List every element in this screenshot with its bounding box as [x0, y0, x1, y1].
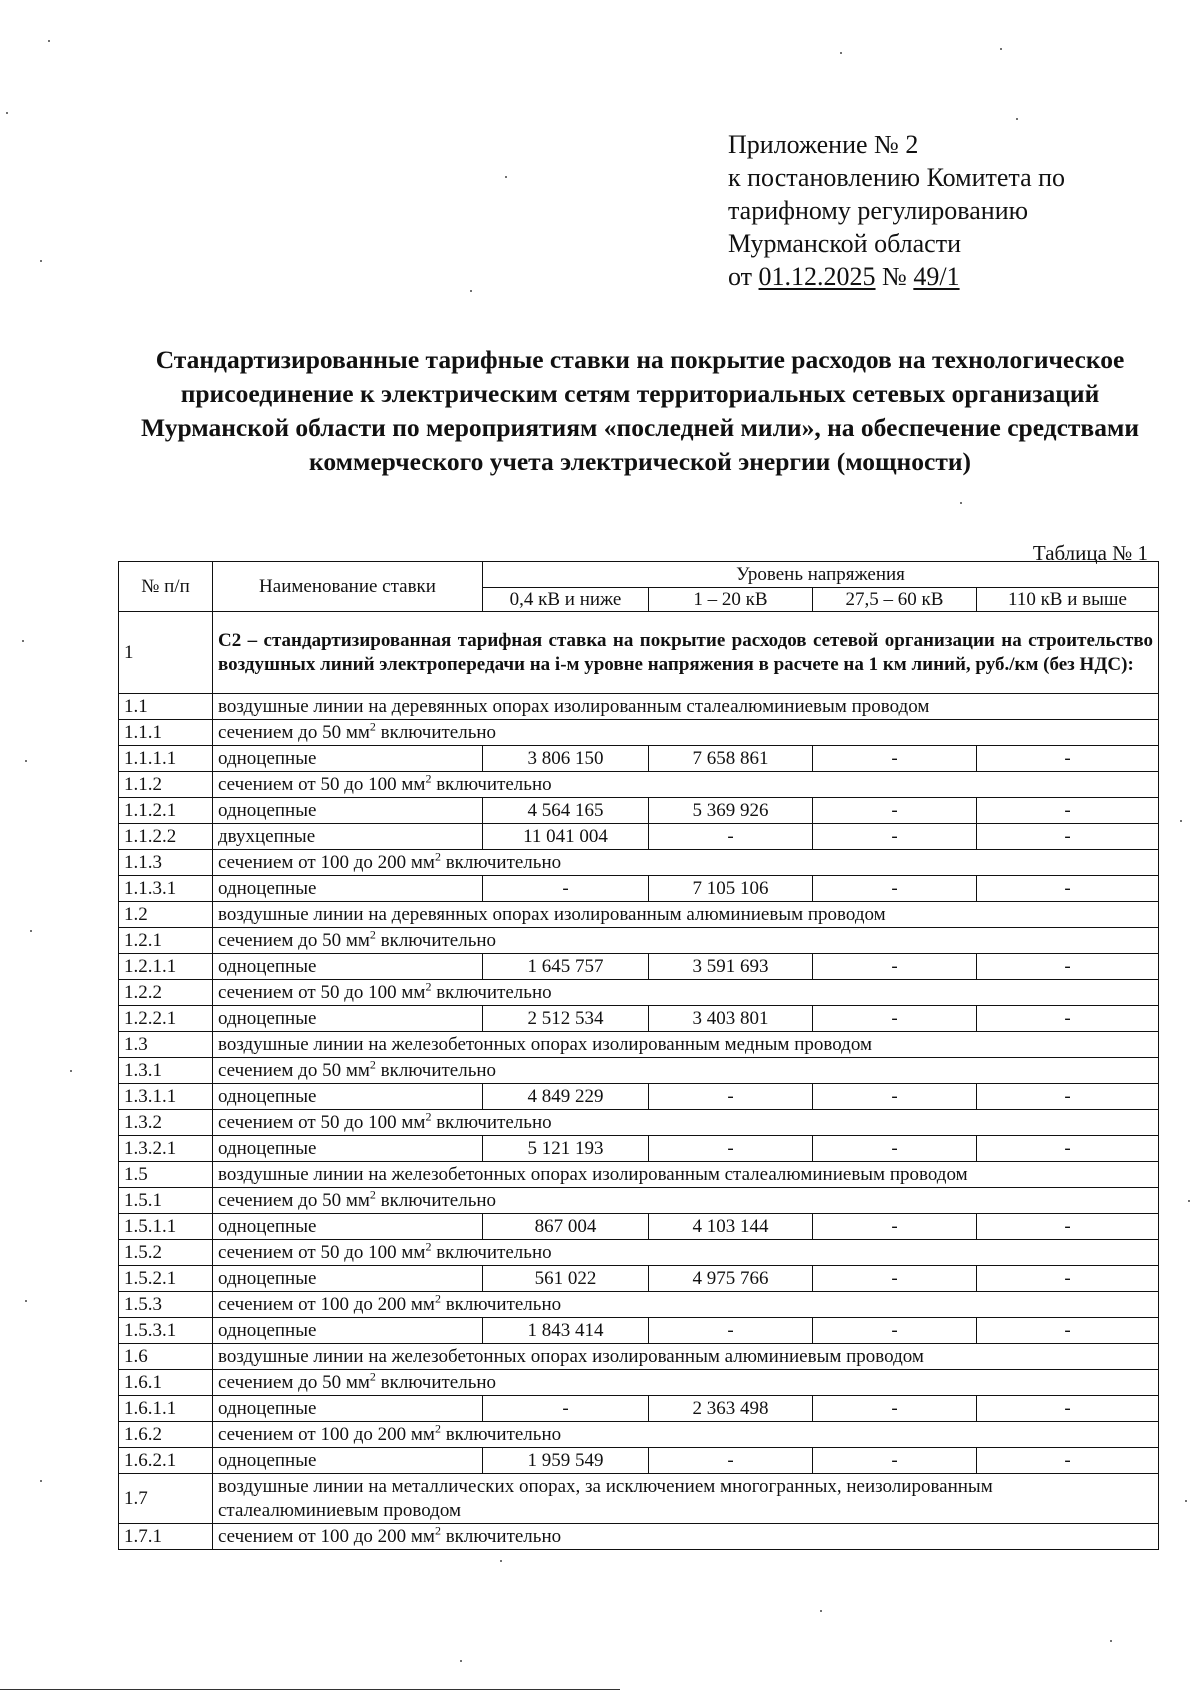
scan-speck [1000, 48, 1002, 50]
row-number: 1.5.2 [119, 1240, 213, 1266]
row-number: 1.6 [119, 1344, 213, 1370]
row-name-superscript: 2 [425, 771, 432, 786]
scan-speck [40, 1480, 42, 1482]
row-name: воздушные линии на железобетонных опорах изолированным медным проводом [213, 1032, 1159, 1058]
rate-value: - [977, 876, 1159, 902]
row-name [213, 1524, 1159, 1550]
row-number: 1.3 [119, 1032, 213, 1058]
row-name-tail: включительно [375, 1371, 497, 1393]
row-number: 1.5.1.1 [119, 1214, 213, 1240]
row-name-superscript: 2 [434, 1523, 441, 1538]
row-number: 1.3.1 [119, 1058, 213, 1084]
rate-value: 4 103 144 [649, 1214, 813, 1240]
table-row [119, 1370, 1159, 1396]
row-name-text: сечением от 50 до 100 мм [218, 981, 426, 1003]
table-row [119, 928, 1159, 954]
table-row [119, 1448, 1159, 1474]
row-name [213, 1110, 1159, 1136]
scan-speck [40, 260, 42, 262]
row-name: одноцепные [213, 1448, 483, 1474]
row-name: одноцепные [213, 1318, 483, 1344]
row-name-superscript: 2 [369, 1187, 376, 1202]
appendix-number: 49/1 [913, 262, 960, 291]
table-row [119, 1266, 1159, 1292]
row-number: 1.5.1 [119, 1188, 213, 1214]
table-row [119, 980, 1159, 1006]
row-number: 1 [119, 612, 213, 694]
scan-speck [6, 112, 8, 114]
row-name-tail: включительно [431, 1241, 552, 1263]
rate-value: - [649, 824, 813, 850]
row-name-tail: включительно [375, 1059, 497, 1081]
rate-value: - [813, 1006, 977, 1032]
row-number: 1.1.3.1 [119, 876, 213, 902]
scan-speck [48, 40, 50, 42]
row-name: одноцепные [213, 1084, 483, 1110]
row-name-tail: включительно [440, 1293, 562, 1315]
table-row [119, 612, 1159, 694]
rate-value: 4 975 766 [649, 1266, 813, 1292]
rate-value: - [813, 954, 977, 980]
table-row [119, 902, 1159, 928]
rate-value: - [813, 876, 977, 902]
table-row [119, 1214, 1159, 1240]
rate-value: 561 022 [483, 1266, 649, 1292]
row-name [213, 928, 1159, 954]
row-name-superscript: 2 [369, 927, 376, 942]
row-number: 1.1 [119, 694, 213, 720]
header-level-1: 0,4 кВ и ниже [483, 588, 649, 612]
table-row [119, 1318, 1159, 1344]
table-number: Таблица № 1 [1032, 541, 1148, 565]
row-name-superscript: 2 [425, 1239, 432, 1254]
rate-value: 7 105 106 [649, 876, 813, 902]
scan-speck [500, 1560, 502, 1562]
row-name: одноцепные [213, 1266, 483, 1292]
row-name-text: сечением от 100 до 200 мм [218, 1525, 435, 1547]
row-name: одноцепные [213, 798, 483, 824]
row-name-text: сечением от 100 до 200 мм [218, 851, 435, 873]
row-number: 1.2.1.1 [119, 954, 213, 980]
row-name-text: сечением до 50 мм [218, 1371, 370, 1393]
rate-value: - [977, 746, 1159, 772]
row-number: 1.7.1 [119, 1524, 213, 1550]
rate-value: 4 564 165 [483, 798, 649, 824]
header-name: Наименование ставки [213, 562, 483, 612]
row-name-superscript: 2 [434, 1291, 441, 1306]
rate-value: - [649, 1084, 813, 1110]
row-name [213, 772, 1159, 798]
row-name-superscript: 2 [369, 1057, 376, 1072]
rate-value: - [977, 1448, 1159, 1474]
table-row [119, 1188, 1159, 1214]
table-row [119, 1058, 1159, 1084]
scan-speck [470, 290, 472, 292]
rate-value: - [813, 746, 977, 772]
row-name-text: сечением до 50 мм [218, 1059, 370, 1081]
row-number: 1.1.2.1 [119, 798, 213, 824]
row-name-tail: включительно [440, 1525, 562, 1547]
row-number: 1.3.2 [119, 1110, 213, 1136]
row-name-tail: включительно [375, 721, 497, 743]
rate-value: 2 363 498 [649, 1396, 813, 1422]
row-name [213, 1058, 1159, 1084]
table-row [119, 1292, 1159, 1318]
row-name-text: сечением до 50 мм [218, 721, 370, 743]
rate-value: 4 849 229 [483, 1084, 649, 1110]
rate-value: - [813, 798, 977, 824]
document-title: Стандартизированные тарифные ставки на покрытие расходов на технологическое присоединение к электрическим сетям территориальных сетевых организаций Мурманской области по мероприятиям «последней мили», на обеспечение средствами коммерческого учета электрической энергии (мощности) [140, 345, 1140, 476]
row-name: воздушные линии на деревянных опорах изолированным алюминиевым проводом [213, 902, 1159, 928]
bottom-rule [0, 1689, 620, 1690]
row-name: воздушные линии на металлических опорах, за исключением многогранных, неизолированным сталеалюминиевым проводом [213, 1474, 1159, 1524]
appendix-line-5 [728, 260, 1168, 293]
scan-speck [70, 1070, 72, 1072]
row-number: 1.6.1.1 [119, 1396, 213, 1422]
rate-value: - [813, 1396, 977, 1422]
row-name: одноцепные [213, 1136, 483, 1162]
appendix-date: 01.12.2025 [758, 262, 876, 291]
table-row [119, 1084, 1159, 1110]
scan-speck [1188, 1200, 1190, 1202]
row-name-superscript: 2 [425, 1109, 432, 1124]
row-name: С2 – стандартизированная тарифная ставка на покрытие расходов сетевой организации на строительство воздушных линий электропередачи на i-м уровне напряжения в расчете на 1 км линий, руб./км (без НДС): [213, 612, 1159, 694]
row-number: 1.2.2.1 [119, 1006, 213, 1032]
scan-speck [820, 1610, 822, 1612]
row-name: одноцепные [213, 1006, 483, 1032]
table-row [119, 798, 1159, 824]
rate-value: - [649, 1318, 813, 1344]
row-name [213, 1370, 1159, 1396]
scan-speck [1185, 1500, 1187, 1502]
rate-value: - [813, 1266, 977, 1292]
row-name: одноцепные [213, 746, 483, 772]
row-number: 1.3.2.1 [119, 1136, 213, 1162]
table-row [119, 1136, 1159, 1162]
scan-speck [505, 176, 507, 178]
row-name-text: сечением до 50 мм [218, 1189, 370, 1211]
scan-speck [22, 640, 24, 642]
appendix-line-4: Мурманской области [728, 229, 961, 258]
rate-value: - [813, 1084, 977, 1110]
row-number: 1.5.3 [119, 1292, 213, 1318]
rate-value: - [977, 954, 1159, 980]
table-row [119, 1006, 1159, 1032]
row-number: 1.1.2 [119, 772, 213, 798]
row-name-tail: включительно [440, 851, 562, 873]
table-row [119, 746, 1159, 772]
row-number: 1.3.1.1 [119, 1084, 213, 1110]
rate-value: 5 121 193 [483, 1136, 649, 1162]
scan-speck [25, 760, 27, 762]
row-number: 1.1.1.1 [119, 746, 213, 772]
table-row [119, 694, 1159, 720]
rate-value: - [813, 1318, 977, 1344]
rate-value: - [977, 1214, 1159, 1240]
row-name-text: сечением от 50 до 100 мм [218, 773, 426, 795]
appendix-date-prefix: от [728, 262, 759, 291]
row-number: 1.5 [119, 1162, 213, 1188]
row-number: 1.6.1 [119, 1370, 213, 1396]
rate-value: - [977, 824, 1159, 850]
row-name [213, 1240, 1159, 1266]
rate-value: 11 041 004 [483, 824, 649, 850]
rate-value: 5 369 926 [649, 798, 813, 824]
table-body [119, 612, 1159, 1550]
table-row [119, 1110, 1159, 1136]
table-row [119, 1240, 1159, 1266]
table-row [119, 1524, 1159, 1550]
row-number: 1.1.3 [119, 850, 213, 876]
appendix-line-3: тарифному регулированию [728, 196, 1029, 225]
row-name-text: сечением от 50 до 100 мм [218, 1111, 426, 1133]
scan-speck [1110, 1640, 1112, 1642]
row-name: одноцепные [213, 954, 483, 980]
rate-value: - [977, 1266, 1159, 1292]
row-name [213, 1422, 1159, 1448]
rate-value: - [813, 1448, 977, 1474]
table-row [119, 772, 1159, 798]
scan-speck [1016, 118, 1018, 120]
row-number: 1.2.1 [119, 928, 213, 954]
row-name: одноцепные [213, 876, 483, 902]
rate-value: - [977, 1396, 1159, 1422]
rate-value: - [977, 1084, 1159, 1110]
rate-value: - [483, 1396, 649, 1422]
header-level-3: 27,5 – 60 кВ [813, 588, 977, 612]
rate-value: - [813, 1214, 977, 1240]
rate-value: - [977, 1136, 1159, 1162]
row-name-superscript: 2 [369, 1369, 376, 1384]
appendix-line-1: Приложение № 2 [728, 130, 919, 159]
row-name-text: сечением до 50 мм [218, 929, 370, 951]
row-name [213, 980, 1159, 1006]
row-name [213, 1292, 1159, 1318]
scan-speck [1180, 820, 1182, 822]
row-number: 1.2 [119, 902, 213, 928]
row-name-superscript: 2 [434, 849, 441, 864]
scan-speck [840, 52, 842, 54]
row-number: 1.5.2.1 [119, 1266, 213, 1292]
row-number: 1.6.2.1 [119, 1448, 213, 1474]
row-name-tail: включительно [431, 773, 552, 795]
row-name [213, 720, 1159, 746]
rate-value: 1 843 414 [483, 1318, 649, 1344]
row-name-superscript: 2 [425, 979, 432, 994]
scan-speck [25, 1300, 27, 1302]
table-row [119, 1162, 1159, 1188]
row-name: воздушные линии на железобетонных опорах изолированным алюминиевым проводом [213, 1344, 1159, 1370]
table-row [119, 1396, 1159, 1422]
table-row [119, 850, 1159, 876]
row-number: 1.7 [119, 1474, 213, 1524]
rate-value: 867 004 [483, 1214, 649, 1240]
row-name-text: сечением от 50 до 100 мм [218, 1241, 426, 1263]
row-name: одноцепные [213, 1214, 483, 1240]
row-number: 1.6.2 [119, 1422, 213, 1448]
row-name [213, 1188, 1159, 1214]
row-name-tail: включительно [440, 1423, 562, 1445]
row-name: воздушные линии на деревянных опорах изолированным сталеалюминиевым проводом [213, 694, 1159, 720]
table-row [119, 824, 1159, 850]
table-row [119, 1474, 1159, 1524]
rate-value: 1 959 549 [483, 1448, 649, 1474]
scan-speck [460, 1660, 462, 1662]
table-row [119, 1344, 1159, 1370]
scan-speck [960, 502, 962, 504]
rate-value: 3 591 693 [649, 954, 813, 980]
rate-value: - [649, 1448, 813, 1474]
row-name-tail: включительно [431, 1111, 552, 1133]
rate-value: 3 806 150 [483, 746, 649, 772]
header-level-4: 110 кВ и выше [977, 588, 1159, 612]
row-name [213, 850, 1159, 876]
row-name-text: сечением от 100 до 200 мм [218, 1293, 435, 1315]
appendix-block [728, 128, 1168, 293]
row-name-superscript: 2 [434, 1421, 441, 1436]
rate-value: 3 403 801 [649, 1006, 813, 1032]
row-name: одноцепные [213, 1396, 483, 1422]
rate-value: 2 512 534 [483, 1006, 649, 1032]
table-row [119, 1422, 1159, 1448]
row-name-tail: включительно [375, 1189, 497, 1211]
appendix-number-sign: № [875, 262, 914, 291]
appendix-line-2: к постановлению Комитета по [728, 163, 1066, 192]
scan-speck [30, 930, 32, 932]
row-name-tail: включительно [431, 981, 552, 1003]
row-name: двухцепные [213, 824, 483, 850]
row-number: 1.2.2 [119, 980, 213, 1006]
table-row [119, 876, 1159, 902]
row-name-tail: включительно [375, 929, 497, 951]
header-num: № п/п [119, 562, 213, 612]
rate-value: - [483, 876, 649, 902]
header-level-2: 1 – 20 кВ [649, 588, 813, 612]
rate-value: - [813, 1136, 977, 1162]
row-name: воздушные линии на железобетонных опорах изолированным сталеалюминиевым проводом [213, 1162, 1159, 1188]
table-row [119, 1032, 1159, 1058]
rate-value: - [977, 1006, 1159, 1032]
table-row [119, 954, 1159, 980]
tariff-table [118, 561, 1159, 1550]
table-row [119, 720, 1159, 746]
rate-value: - [977, 1318, 1159, 1344]
header-voltage-level: Уровень напряжения [483, 562, 1159, 588]
rate-value: - [813, 824, 977, 850]
row-name-text: сечением от 100 до 200 мм [218, 1423, 435, 1445]
rate-value: - [649, 1136, 813, 1162]
rate-value: 7 658 861 [649, 746, 813, 772]
row-number: 1.5.3.1 [119, 1318, 213, 1344]
rate-value: - [977, 798, 1159, 824]
row-name-superscript: 2 [369, 719, 376, 734]
row-number: 1.1.2.2 [119, 824, 213, 850]
rate-value: 1 645 757 [483, 954, 649, 980]
row-number: 1.1.1 [119, 720, 213, 746]
